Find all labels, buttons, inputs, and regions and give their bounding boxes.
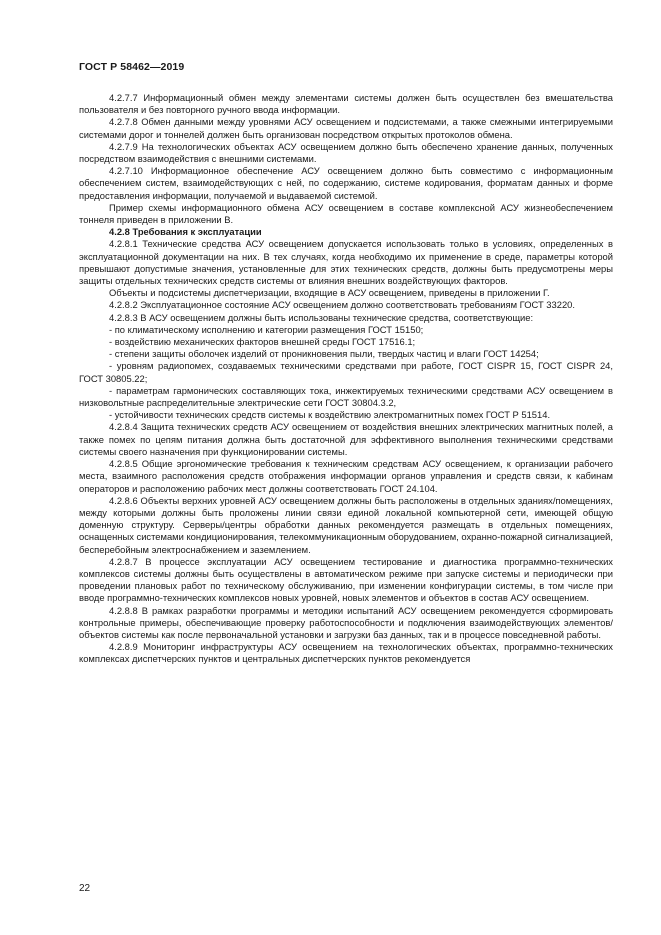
page-number: 22 xyxy=(79,883,91,894)
paragraph-4-2-8-5: 4.2.8.5 Общие эргономические требования к техническим средствам АСУ освещением, к организации рабочего места, взаимного расположения средств отображения информации органов управления и средств связи, к кабинам операторов и расположению рабочих мест должны соответствовать ГОСТ 24.104. xyxy=(79,458,613,494)
list-item: - устойчивости технических средств системы к воздействию электромагнитных помех ГОСТ Р 51514. xyxy=(109,409,551,421)
document-header: ГОСТ Р 58462—2019 xyxy=(79,61,185,73)
paragraph-4-2-8-8: 4.2.8.8 В рамках разработки программы и методики испытаний АСУ освещением рекомендуется сформировать контрольные примеры, обеспечивающие проверку работоспособности и подключения взаимодействующих элементов/объектов системы как после первоначальной установки и загрузки баз данных, так и в процессе повседневной работы. xyxy=(79,604,613,640)
list-item: - уровням радиопомех, создаваемых техническими средствами при работе, ГОСТ CISPR 15, ГОСТ CISPR 24, ГОСТ 30805.22; xyxy=(79,360,613,384)
paragraph-4-2-7-7: 4.2.7.7 Информационный обмен между элементами системы должен быть осуществлен без вмешательства пользователя и без повторного ручного ввода информации. xyxy=(79,92,613,116)
paragraph-4-2-8-2: 4.2.8.2 Эксплуатационное состояние АСУ освещением должно соответствовать требованиям ГОСТ 33220. xyxy=(109,299,575,311)
paragraph-4-2-7-8: 4.2.7.8 Обмен данными между уровнями АСУ освещением и подсистемами, а также смежными интегрируемыми системами дорог и тоннелей должен быть организован посредством открытых протоколов обмена. xyxy=(79,116,613,140)
list-item: - воздействию механических факторов внешней среды ГОСТ 17516.1; xyxy=(109,336,416,348)
paragraph-4-2-7-9: 4.2.7.9 На технологических объектах АСУ освещением должно быть обеспечено хранение данных, полученных посредством взаимодействия с внешними системами. xyxy=(79,140,613,165)
section-heading-4-2-8: 4.2.8 Требования к эксплуатации xyxy=(109,226,262,238)
list-item: - степени защиты оболочек изделий от проникновения пыли, твердых частиц и влаги ГОСТ 14254; xyxy=(109,348,539,360)
list-item: - по климатическому исполнению и категории размещения ГОСТ 15150; xyxy=(109,323,424,335)
list-item: - параметрам гармонических составляющих тока, инжектируемых техническими средствами АСУ освещением в низковольтные распределительные электрические сети ГОСТ 30804.3.2, xyxy=(79,384,613,409)
paragraph-4-2-8-9: 4.2.8.9 Мониторинг инфраструктуры АСУ освещением на технологических объектах, программно-технических комплексах диспетчерских пунктов и центральных диспетчерских пунктов рекомендуется xyxy=(79,641,613,665)
paragraph-4-2-8-1: 4.2.8.1 Технические средства АСУ освещением допускается использовать только в условиях, определенных в эксплуатационной документации на них. В тех случаях, когда необходимо их применение в среде, параметры которой превышают допустимые значения, установленные для этих технических средств, должны быть предусмотрены меры защиты отдельных технических средств системы от влияния внешних воздействующих факторов. xyxy=(79,238,613,287)
document-body xyxy=(79,92,613,666)
paragraph-example-note: Пример схемы информационного обмена АСУ освещением в составе комплексной АСУ жизнеобеспечением тоннеля приведен в приложении В. xyxy=(79,201,613,226)
paragraph-4-2-8-7: 4.2.8.7 В процессе эксплуатации АСУ освещением тестирование и диагностика программно-технических комплексов системы должны быть осуществлены в автоматическом режиме при запуске системы и периодически при проведении плановых работ по техническому обслуживанию, при изменении конфигурации системы, в том числе при вводе программно-технических комплексов новых уровней, новых элементов и объектов в состав АСУ освещением. xyxy=(79,555,613,604)
paragraph-4-2-8-3: 4.2.8.3 В АСУ освещением должны быть использованы технические средства, соответствующие: xyxy=(109,311,534,323)
paragraph-4-2-7-10: 4.2.7.10 Информационное обеспечение АСУ освещением должно быть совместимо с информационным обеспечением систем, взаимодействующих с ней, по содержанию, системе кодирования, форматам данных и форме предоставления информации, получаемой и выдаваемой системой. xyxy=(79,165,613,201)
paragraph-dispatch-note: Объекты и подсистемы диспетчеризации, входящие в АСУ освещением, приведены в приложении Г. xyxy=(109,287,550,299)
paragraph-4-2-8-4: 4.2.8.4 Защита технических средств АСУ освещением от воздействия внешних электрических магнитных полей, а также помех по цепям питания должна быть достаточной для эффективного выполнения техническими средствами системы своего назначения при функционировании системы. xyxy=(79,421,613,457)
paragraph-4-2-8-6: 4.2.8.6 Объекты верхних уровней АСУ освещением должны быть расположены в отдельных зданиях/помещениях, между которыми должны быть проложены линии связи единой локальной компьютерной сети, имеющей общую доменную структуру. Серверы/центры обработки данных рекомендуется размещать в отдельных помещениях, оснащенных системами кондиционирования, телекоммуникационным оборудованием, охранно-пожарной сигнализацией, бесперебойным электроснабжением и заземлением. xyxy=(79,494,613,555)
